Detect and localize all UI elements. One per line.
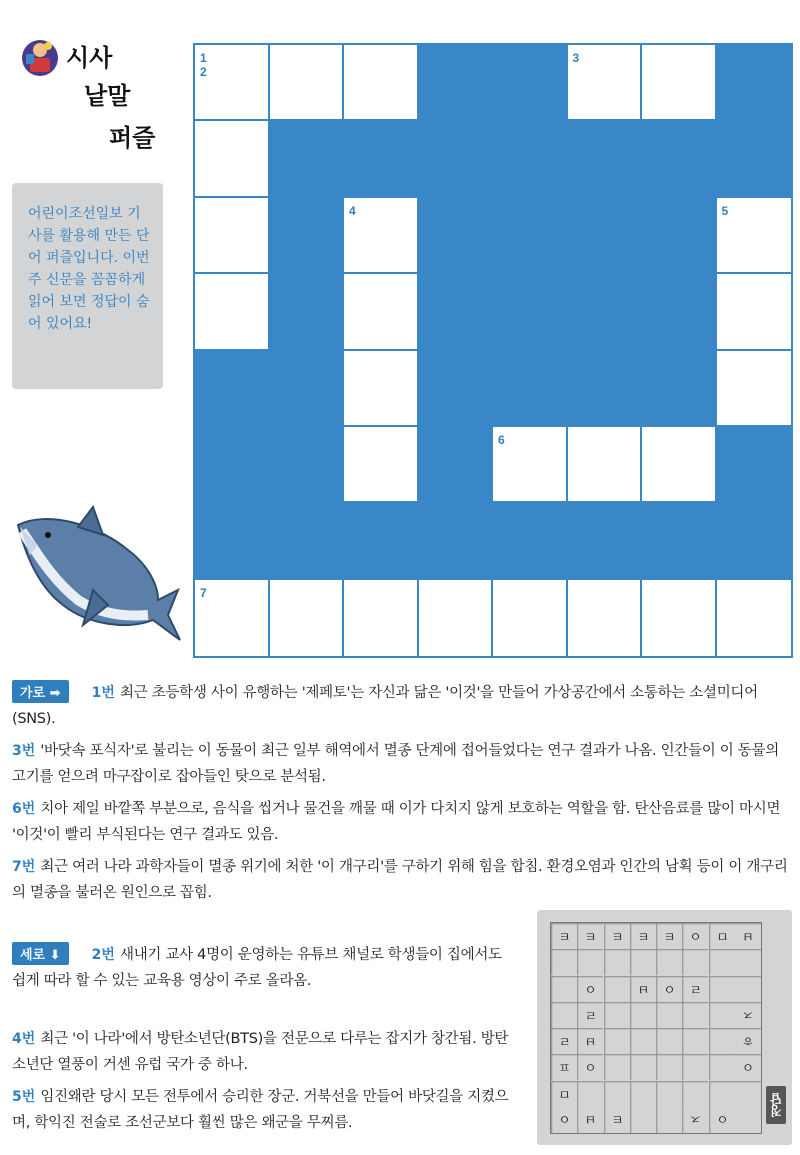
blocked-cell	[195, 351, 270, 427]
answer-key-label: 정답	[766, 1086, 786, 1124]
answer-key-cell	[604, 1081, 630, 1107]
blocked-cell	[642, 121, 717, 197]
answer-key-cell: ㅁ	[551, 1081, 577, 1107]
answer-key-cell: ㅈ	[682, 1107, 708, 1133]
answer-key-cell	[682, 1081, 708, 1107]
clue-number: 5번	[12, 1089, 36, 1105]
answer-key-cell	[709, 949, 735, 975]
blocked-cell	[642, 351, 717, 427]
title-line-3: 퍼즐	[109, 124, 156, 152]
intro-box	[12, 183, 163, 389]
blocked-cell	[642, 503, 717, 579]
clue-number-label: 3	[572, 51, 580, 65]
answer-key-cell	[577, 949, 603, 975]
answer-cell[interactable]	[493, 427, 568, 503]
answer-key-cell	[709, 1028, 735, 1054]
clue-number-label: 4	[349, 203, 356, 218]
answer-cell[interactable]	[344, 45, 419, 121]
clue-number: 2번	[91, 947, 115, 963]
answer-key-cell	[735, 949, 761, 975]
blocked-cell	[419, 198, 494, 274]
blocked-cell	[493, 274, 568, 350]
across-badge: 가로 ➡	[12, 680, 69, 703]
blocked-cell	[568, 274, 643, 350]
blocked-cell	[717, 45, 792, 121]
answer-key-cell: ㅇ	[709, 1107, 735, 1133]
answer-key-cell: ㅇ	[577, 1054, 603, 1080]
blocked-cell	[270, 274, 345, 350]
answer-key-cell	[656, 1107, 682, 1133]
answer-cell[interactable]	[344, 198, 419, 274]
blocked-cell	[717, 503, 792, 579]
answer-cell[interactable]	[568, 580, 643, 656]
answer-key-cell: ㅇ	[551, 1107, 577, 1133]
clue-number: 6번	[12, 801, 36, 817]
clue-text: 임진왜란 당시 모든 전투에서 승리한 장군. 거북선을 만들어 바닷길을 지켰으며, 학익진 전술로 조선군보다 훨씬 많은 왜군을 무찌름.	[12, 1089, 509, 1131]
title-line-1: 시사	[66, 44, 113, 72]
answer-cell[interactable]	[717, 274, 792, 350]
answer-key-cell	[709, 976, 735, 1002]
answer-key-box	[537, 910, 792, 1145]
answer-key-cell	[630, 1081, 656, 1107]
answer-key-cell	[682, 949, 708, 975]
answer-key-cell: ㅇ	[577, 976, 603, 1002]
down-badge: 세로 ⬇	[12, 942, 69, 965]
down-clue-2	[12, 942, 517, 994]
answer-key-cell	[682, 1054, 708, 1080]
blocked-cell	[195, 503, 270, 579]
answer-cell[interactable]	[344, 427, 419, 503]
blocked-cell	[642, 198, 717, 274]
answer-key-cell	[630, 1028, 656, 1054]
blocked-cell	[568, 351, 643, 427]
answer-key-cell: ㅈ	[735, 1002, 761, 1028]
answer-cell[interactable]	[195, 274, 270, 350]
blocked-cell	[493, 198, 568, 274]
blocked-cell	[270, 503, 345, 579]
blocked-cell	[270, 121, 345, 197]
intro-text: 어린이조선일보 기사를 활용해 만든 단어 퍼즐입니다. 이번 주 신문을 꼼꼼하게 읽어 보면 정답이 숨어 있어요!	[28, 206, 150, 332]
title-line-2: 낱말	[84, 82, 131, 110]
answer-key-cell: ㅍ	[551, 1054, 577, 1080]
answer-cell[interactable]	[195, 121, 270, 197]
clue-text: 최근 여러 나라 과학자들이 멸종 위기에 처한 '이 개구리'를 구하기 위해 힘을 합침. 환경오염과 인간의 남획 등이 이 개구리의 멸종을 불러온 원인으로 꼽힘.	[12, 859, 788, 901]
blocked-cell	[419, 274, 494, 350]
clue-number: 1번	[91, 685, 115, 701]
answer-key-cell: ㅂ	[630, 976, 656, 1002]
answer-key-cell	[604, 1054, 630, 1080]
answer-key-cell: ㅌ	[577, 923, 603, 949]
blocked-cell	[493, 121, 568, 197]
answer-key-cell: ㅁ	[709, 923, 735, 949]
blocked-cell	[419, 45, 494, 121]
blocked-cell	[270, 427, 345, 503]
blocked-cell	[270, 198, 345, 274]
answer-cell[interactable]	[717, 198, 792, 274]
answer-key-cell: ㅌ	[656, 923, 682, 949]
answer-key-cell	[551, 1002, 577, 1028]
blocked-cell	[344, 503, 419, 579]
blocked-cell	[493, 351, 568, 427]
clue-text: '바닷속 포식자'로 불리는 이 동물이 최근 일부 해역에서 멸종 단계에 접어들었다는 연구 결과가 나옴. 인간들이 이 동물의 고기를 얻으려 마구잡이로 잡아들인 탓으로 분석됨.	[12, 743, 779, 785]
answer-key-cell	[604, 1028, 630, 1054]
answer-key-cell: ㄹ	[682, 976, 708, 1002]
answer-cell[interactable]	[717, 351, 792, 427]
clue-number: 3번	[12, 743, 36, 759]
blocked-cell	[419, 427, 494, 503]
clue-text: 최근 초등학생 사이 유행하는 '제페토'는 자신과 닮은 '이것'을 만들어 가상공간에서 소통하는 소셜미디어(SNS).	[12, 685, 758, 727]
answer-key-cell: ㄹ	[577, 1002, 603, 1028]
clue-number-label: 6	[498, 432, 505, 447]
blocked-cell	[642, 274, 717, 350]
blocked-cell	[568, 503, 643, 579]
across-clue-7	[12, 854, 792, 906]
answer-key-cell	[656, 1081, 682, 1107]
clue-number-label: 5	[721, 203, 729, 218]
clue-number: 7번	[12, 859, 36, 875]
blocked-cell	[568, 198, 643, 274]
blocked-cell	[419, 351, 494, 427]
answer-key-cell	[709, 1081, 735, 1107]
blocked-cell	[568, 121, 643, 197]
answer-key-cell	[656, 949, 682, 975]
answer-cell[interactable]	[717, 580, 792, 656]
blocked-cell	[717, 121, 792, 197]
answer-key-cell: ㅇ	[735, 1054, 761, 1080]
answer-key-cell	[682, 1028, 708, 1054]
answer-cell[interactable]	[270, 580, 345, 656]
answer-key-cell: ㅂ	[577, 1028, 603, 1054]
clue-text: 최근 '이 나라'에서 방탄소년단(BTS)을 전문으로 다루는 잡지가 창간됨. 방탄소년단 열풍이 거센 유럽 국가 중 하나.	[12, 1031, 509, 1073]
answer-cell[interactable]	[419, 580, 494, 656]
shark-illustration	[8, 505, 186, 647]
answer-key-cell: ㅌ	[604, 923, 630, 949]
across-clue-6	[12, 796, 792, 848]
blocked-cell	[717, 427, 792, 503]
down-clue-4	[12, 1026, 517, 1078]
puzzle-title	[14, 30, 184, 160]
across-clue-1	[12, 680, 792, 732]
answer-cell[interactable]	[344, 274, 419, 350]
blocked-cell	[419, 503, 494, 579]
answer-key-cell	[709, 1002, 735, 1028]
answer-key-cell: ㅇ	[682, 923, 708, 949]
clue-text: 새내기 교사 4명이 운영하는 유튜브 채널로 학생들이 집에서도 쉽게 따라 할 수 있는 교육용 영상이 주로 올라옴.	[12, 947, 502, 989]
blocked-cell	[493, 503, 568, 579]
answer-key-cell	[577, 1081, 603, 1107]
answer-key-cell	[735, 1107, 761, 1133]
down-clue-5	[12, 1084, 517, 1136]
answer-key-cell	[656, 1054, 682, 1080]
answer-key-cell: ㅎ	[735, 1028, 761, 1054]
answer-key-cell	[551, 976, 577, 1002]
blocked-cell	[493, 45, 568, 121]
answer-key-cell	[630, 1002, 656, 1028]
blocked-cell	[195, 427, 270, 503]
answer-key-grid	[550, 922, 762, 1134]
answer-key-cell: ㄹ	[551, 1028, 577, 1054]
answer-cell[interactable]	[195, 198, 270, 274]
clue-number-label: 7	[200, 585, 207, 600]
answer-key-cell	[604, 976, 630, 1002]
answer-key-cell	[551, 949, 577, 975]
answer-key-cell	[735, 1081, 761, 1107]
answer-key-cell	[656, 1002, 682, 1028]
answer-cell[interactable]	[344, 580, 419, 656]
answer-key-cell	[630, 949, 656, 975]
answer-key-cell: ㅌ	[604, 1107, 630, 1133]
answer-key-cell	[604, 1002, 630, 1028]
crossword-grid	[193, 43, 793, 658]
answer-key-cell	[630, 1107, 656, 1133]
answer-key-cell	[709, 1054, 735, 1080]
answer-key-cell	[656, 1028, 682, 1054]
answer-cell[interactable]	[642, 427, 717, 503]
answer-cell[interactable]	[568, 45, 643, 121]
clue-number: 4번	[12, 1031, 36, 1047]
clue-number-label: 1 2	[200, 51, 207, 79]
answer-key-cell: ㅇ	[656, 976, 682, 1002]
answer-cell[interactable]	[195, 580, 270, 656]
answer-cell[interactable]	[642, 45, 717, 121]
answer-key-cell: ㅂ	[577, 1107, 603, 1133]
answer-key-cell: ㅂ	[735, 923, 761, 949]
blocked-cell	[344, 121, 419, 197]
reporter-mascot-icon	[18, 36, 62, 80]
answer-key-cell	[735, 976, 761, 1002]
answer-cell[interactable]	[568, 427, 643, 503]
across-clue-3	[12, 738, 792, 790]
answer-key-cell: ㅌ	[630, 923, 656, 949]
answer-key-cell: ㅌ	[551, 923, 577, 949]
blocked-cell	[270, 351, 345, 427]
answer-cell[interactable]	[493, 580, 568, 656]
answer-key-cell	[682, 1002, 708, 1028]
answer-cell[interactable]	[344, 351, 419, 427]
answer-key-cell	[604, 949, 630, 975]
answer-key-cell	[630, 1054, 656, 1080]
answer-cell[interactable]	[642, 580, 717, 656]
blocked-cell	[419, 121, 494, 197]
answer-cell[interactable]	[270, 45, 345, 121]
answer-cell[interactable]	[195, 45, 270, 121]
clue-text: 치아 제일 바깥쪽 부분으로, 음식을 씹거나 물건을 깨물 때 이가 다치지 않게 보호하는 역할을 함. 탄산음료를 많이 마시면 '이것'이 빨리 부식된다는 연구 결과도 있음.	[12, 801, 781, 843]
